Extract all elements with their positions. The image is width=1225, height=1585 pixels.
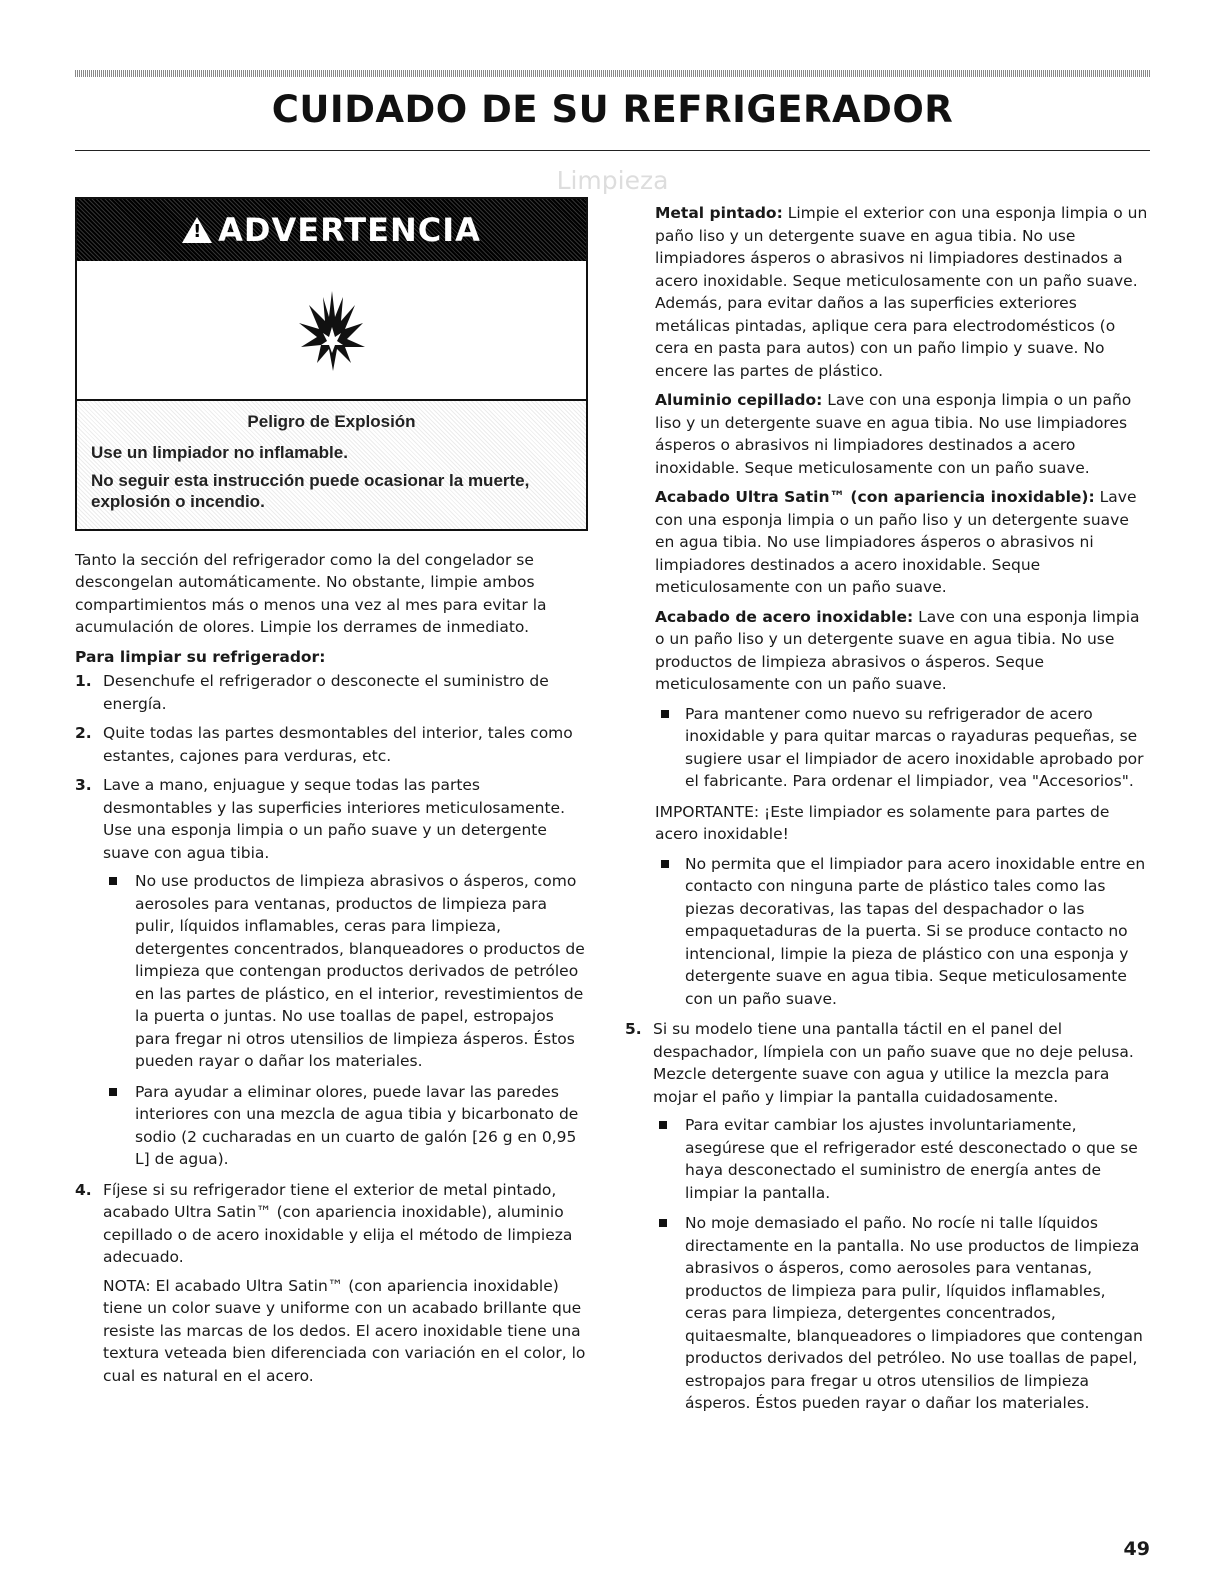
- bullet-item: Para ayudar a eliminar olores, puede lavar las paredes interiores con una mezcla de agua tibia y bicarbonato de sodio (2 cucharadas en un cuarto de galón [26 g en 0,95 L] de agua).: [103, 1081, 590, 1171]
- bullet-item: No permita que el limpiador para acero inoxidable entre en contacto con ninguna parte de plástico tales como las piezas decorativas, las tapas del despachador o las empaquetaduras de la puerta. Si se produce contacto no intencional, limpie la pieza de plástico con una esponja y detergente suave en agua tibia. Seque meticulosamente con un paño suave.: [655, 853, 1150, 1011]
- steel-paragraph: [655, 606, 1150, 696]
- satin-text: Lave con una esponja limpia o un paño liso y un detergente suave en agua tibia. No use limpiadores ásperos o abrasivos ni limpiadores destinados a acero inoxidable. Seque meticulosamente con un paño suave.: [655, 488, 1137, 596]
- steel-label: Acabado de acero inoxidable:: [655, 607, 914, 626]
- explosion-icon: [297, 287, 367, 373]
- note-text: El acabado Ultra Satin™ (con apariencia inoxidable) tiene un color suave y uniforme con un acabado brillante que resiste las marcas de los dedos. El acero inoxidable tiene una textura veteada bien diferenciada con variación en el color, lo cual es natural en el acero.: [103, 1276, 586, 1385]
- bullet-item: Para evitar cambiar los ajustes involuntariamente, asegúrese que el refrigerador esté desconectado o que se haya desconectado el suministro de energía antes de limpiar la pantalla.: [653, 1114, 1150, 1204]
- warning-body: [77, 401, 586, 529]
- page-number: 49: [1123, 1538, 1150, 1560]
- bullet-item: No use productos de limpieza abrasivos o ásperos, como aerosoles para ventanas, productos de limpieza para pulir, líquidos inflamables, ceras para limpieza, detergentes concentrados, blanqueadores o productos de limpieza que contengan productos derivados de petróleo en las partes de plástico, en el interior, revestimientos de la puerta o juntas. No use toallas de papel, estropajos para fregar ni otros utensilios de limpieza ásperos. Éstos pueden rayar o dañar los materiales.: [103, 870, 590, 1073]
- step-number: 2.: [75, 724, 92, 742]
- step-number: 5.: [625, 1020, 642, 1038]
- step-number: 4.: [75, 1180, 92, 1199]
- bullet-item: Para mantener como nuevo su refrigerador de acero inoxidable y para quitar marcas o rayaduras pequeñas, se sugiere usar el limpiador de acero inoxidable aprobado por el fabricante. Para ordenar el limpiador, vea "Accesorios".: [655, 703, 1150, 793]
- warning-subtitle: Peligro de Explosión: [247, 412, 416, 431]
- page-title: CUIDADO DE SU REFRIGERADOR: [271, 88, 954, 131]
- step-text: Lave a mano, enjuague y seque todas las partes desmontables y las superficies interiores meticulosamente. Use una esponja limpia o un paño suave y un detergente suave con agua tibia.: [103, 776, 566, 862]
- aluminum-paragraph: [655, 389, 1150, 479]
- steel-text: Lave con una esponja limpia o un paño liso y un detergente suave en agua tibia. No use productos de limpieza abrasivos o ásperos. Seque meticulosamente con un paño suave.: [655, 607, 1140, 693]
- right-column: [625, 202, 1150, 1423]
- important-text: ¡Este limpiador es solamente para partes de acero inoxidable!: [655, 802, 1110, 843]
- painted-metal-paragraph: [655, 202, 1150, 382]
- warning-banner-label: ADVERTENCIA: [218, 210, 481, 249]
- satin-label: Acabado Ultra Satin™ (con apariencia inoxidable):: [655, 488, 1095, 506]
- steps-list: [75, 670, 590, 1387]
- title-rule: [75, 150, 1150, 151]
- left-column: [75, 197, 590, 1394]
- important-paragraph: [655, 801, 1150, 846]
- important-label: IMPORTANTE:: [655, 802, 760, 821]
- step-text: Fíjese si su refrigerador tiene el exterior de metal pintado, acabado Ultra Satin™ (con apariencia inoxidable), aluminio cepillado o de acero inoxidable y elija el método de limpieza adecuado.: [103, 1180, 573, 1266]
- list-item: [75, 1179, 590, 1388]
- cleaning-subheading: Para limpiar su refrigerador:: [75, 647, 326, 666]
- warning-line-2: No seguir esta instrucción puede ocasionar la muerte, explosión o incendio.: [91, 470, 530, 511]
- satin-paragraph: [655, 486, 1150, 599]
- step-text: Quite todas las partes desmontables del interior, tales como estantes, cajones para verduras, etc.: [103, 724, 573, 765]
- note-paragraph: [103, 1275, 590, 1388]
- section-heading: Limpieza: [556, 166, 669, 195]
- aluminum-text: Lave con una esponja limpia o un paño liso y un detergente suave en agua tibia. No use limpiadores ásperos o abrasivos ni limpiadores destinados a acero inoxidable. Seque meticulosamente con un paño suave.: [655, 391, 1132, 477]
- warning-triangle-icon: [182, 217, 212, 243]
- note-label: NOTA:: [103, 1276, 151, 1295]
- warning-box: [75, 197, 588, 531]
- step-text: Si su modelo tiene una pantalla táctil en el panel del despachador, límpiela con un paño suave que no deje pelusa. Mezcle detergente suave con agua y utilice la mezcla para mojar el paño y limpiar la pantalla cuidadosamente.: [653, 1020, 1134, 1106]
- step-number: 3.: [75, 776, 92, 794]
- step-number: 1.: [75, 672, 92, 690]
- list-item: [75, 670, 590, 715]
- top-rule: [75, 70, 1150, 77]
- list-item: [625, 1018, 1150, 1415]
- warning-icon-area: [77, 261, 586, 401]
- painted-metal-text: Limpie el exterior con una esponja limpia o un paño liso y un detergente suave en agua tibia. No use limpiadores ásperos o abrasivos ni limpiadores destinados a acero inoxidable. Seque meticulosamente con un paño suave. Además, para evitar daños a las superficies exteriores metálicas pintadas, aplique cera para electrodomésticos (o cera en pasta para autos) con un paño limpio y suave. No encere las partes de plástico.: [655, 204, 1148, 380]
- warning-banner: [77, 199, 586, 261]
- intro-paragraph: Tanto la sección del refrigerador como la del congelador se descongelan automáticamente. No obstante, limpie ambos compartimientos más o menos una vez al mes para evitar la acumulación de olores. Limpie los derrames de inmediato.: [75, 550, 547, 636]
- list-item: [75, 722, 590, 767]
- warning-line-1: Use un limpiador no inflamable.: [91, 442, 348, 462]
- step-text: Desenchufe el refrigerador o desconecte el suministro de energía.: [103, 672, 549, 713]
- aluminum-label: Aluminio cepillado:: [655, 391, 823, 409]
- painted-metal-label: Metal pintado:: [655, 204, 783, 222]
- bullet-item: No moje demasiado el paño. No rocíe ni talle líquidos directamente en la pantalla. No use productos de limpieza abrasivos o ásperos, como aerosoles para ventanas, productos de limpieza para pulir, líquidos inflamables, ceras para limpieza, detergentes concentrados, quitaesmalte, blanqueadores o limpiadores que contengan productos derivados del petróleo. No use toallas de papel, estropajos para fregar u otros utensilios de limpieza ásperos. Éstos pueden rayar o dañar los materiales.: [653, 1212, 1150, 1415]
- list-item: [75, 774, 590, 1171]
